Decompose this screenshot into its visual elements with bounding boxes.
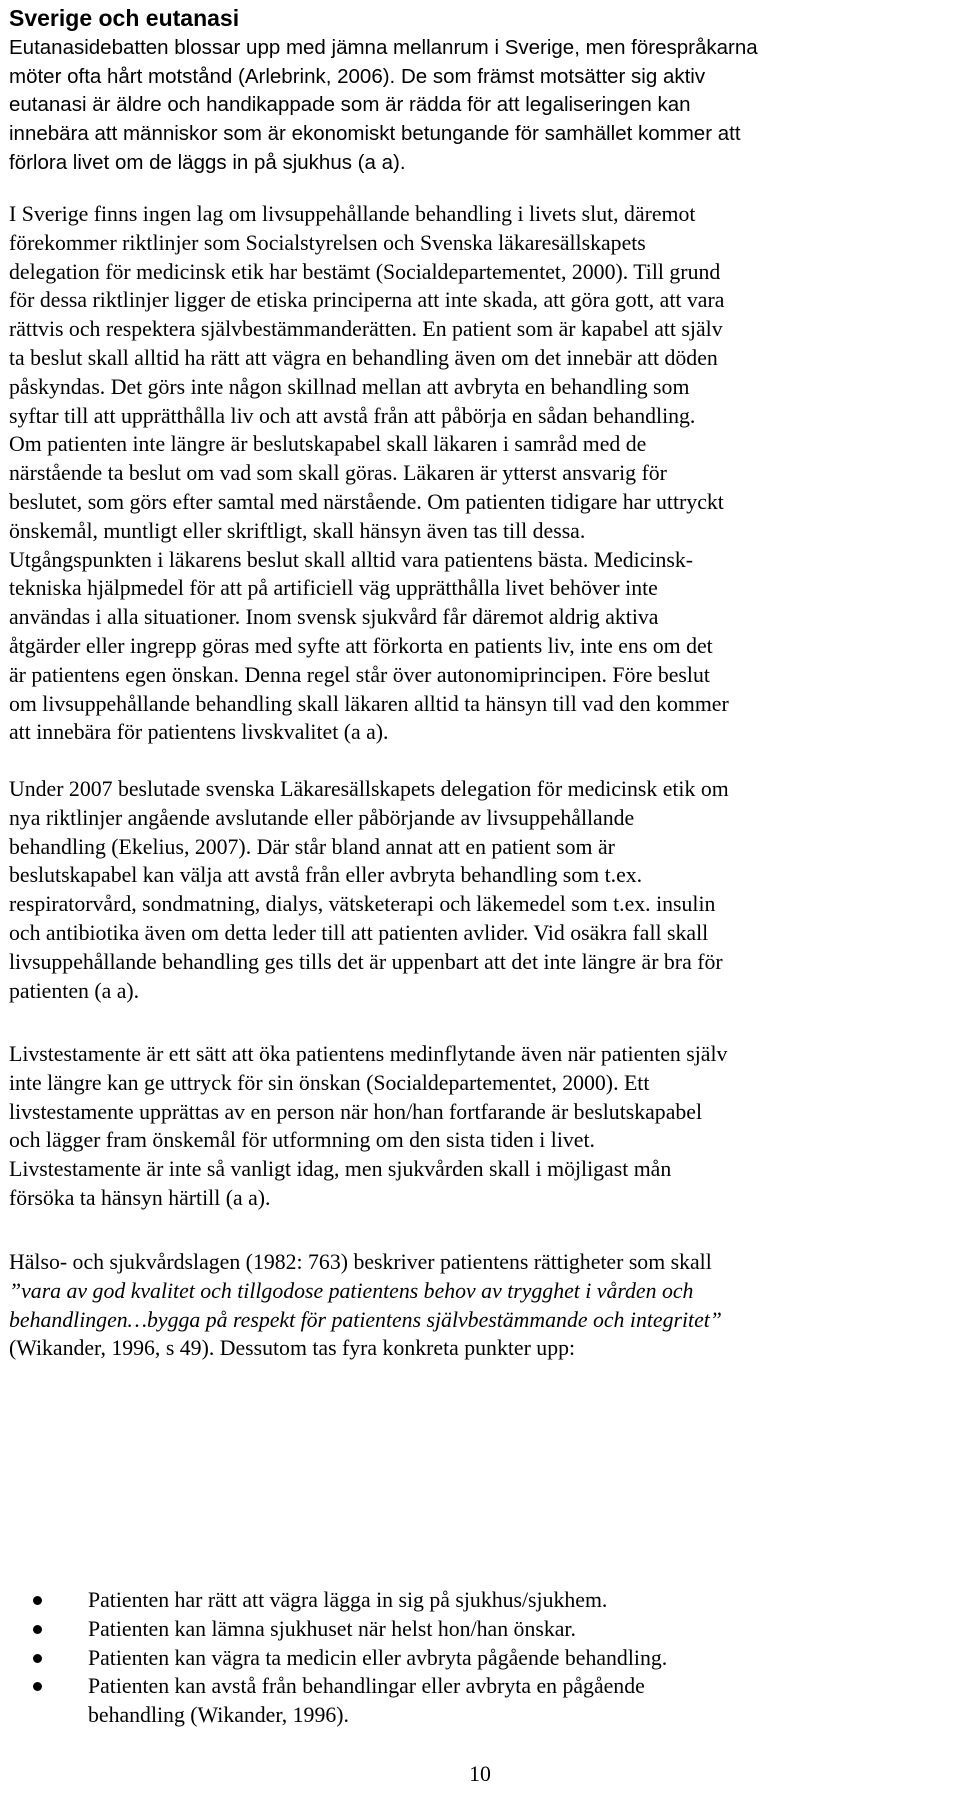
text-line: innebära att människor som är ekonomiskt betungande för samhället kommer att	[9, 122, 741, 146]
bullet-text: Patienten kan lämna sjukhuset när helst hon/han önskar.	[88, 1616, 576, 1641]
text-line: respiratorvård, sondmatning, dialys, vätsketerapi och läkemedel som t.ex. insulin	[9, 892, 716, 917]
text-line: åtgärder eller ingrepp göras med syfte att förkorta en patients liv, inte ens om det	[9, 633, 713, 658]
text-line: Hälso- och sjukvårdslagen (1982: 763) beskriver patientens rättigheter som skall	[9, 1250, 712, 1274]
text-line: möter ofta hårt motstånd (Arlebrink, 2006). De som främst motsätter sig aktiv	[9, 64, 706, 88]
text-line: livsuppehållande behandling ges tills det är uppenbart att det inte längre är bra för	[9, 949, 723, 974]
bullet-text: Patienten har rätt att vägra lägga in sig på sjukhus/sjukhem.	[88, 1588, 608, 1612]
bullet-text: Patienten kan avstå från behandlingar eller avbryta en pågående	[88, 1674, 645, 1699]
bullet-item	[9, 1644, 957, 1673]
text-line: Livstestamente är ett sätt att öka patientens medinflytande även när patienten själv	[9, 1042, 728, 1066]
bullet-text: Patienten kan vägra ta medicin eller avbryta pågående behandling.	[88, 1645, 668, 1670]
text-line: delegation för medicinsk etik har bestämt (Socialdepartementet, 2000). Till grund	[9, 259, 721, 284]
text-line: behandling (Ekelius, 2007). Där står bland annat att en patient som är	[9, 834, 615, 859]
text-line: beslutskapabel kan välja att avstå från eller avbryta behandling som t.ex.	[9, 863, 643, 888]
bullet-icon	[33, 1654, 42, 1663]
text-line: Eutanasidebatten blossar upp med jämna mellanrum i Sverige, men förespråkarna	[9, 36, 758, 59]
text-line: eutanasi är äldre och handikappade som är rädda för att legaliseringen kan	[9, 93, 691, 117]
text-line: Utgångspunkten i läkarens beslut skall alltid vara patientens bästa. Medicinsk-	[9, 547, 694, 572]
text-line: ta beslut skall alltid ha rätt att vägra en behandling även om det innebär att döden	[9, 345, 718, 370]
bullet-icon	[33, 1596, 42, 1605]
text-line: beslutet, som görs efter samtal med närstående. Om patienten tidigare har uttryckt	[9, 489, 724, 514]
text-line: syftar till att upprätthålla liv och att avstå från att påbörja en sådan behandling.	[9, 403, 696, 428]
living-will-paragraph	[9, 1040, 957, 1213]
bullet-text: behandling (Wikander, 1996).	[88, 1703, 349, 1728]
bullet-icon	[33, 1625, 42, 1634]
bullet-item	[9, 1586, 957, 1615]
text-line: inte längre kan ge uttryck för sin önskan (Socialdepartementet, 2000). Ett	[9, 1070, 650, 1095]
healthcare-law-paragraph	[9, 1248, 957, 1363]
text-line: om livsuppehållande behandling skall läkaren alltid ta hänsyn till vad den kommer	[9, 691, 729, 716]
text-line: närstående ta beslut om vad som skall göras. Läkaren är ytterst ansvarig för	[9, 461, 667, 486]
text-line: och antibiotika även om detta leder till att patienten avlider. Vid osäkra fall skall	[9, 920, 709, 945]
rights-bullet-list	[9, 1586, 957, 1730]
text-line: påskyndas. Det görs inte någon skillnad mellan att avbryta en behandling som	[9, 374, 690, 399]
quote-line: behandlingen…bygga på respekt för patientens självbestämmande och integritet”	[9, 1307, 722, 1332]
guidelines-paragraph	[9, 200, 957, 747]
text-line: Livstestamente är inte så vanligt idag, men sjukvården skall i möjligast mån	[9, 1157, 672, 1182]
2007-guidelines-paragraph	[9, 775, 957, 1005]
text-line: förlora livet om de läggs in på sjukhus (a a).	[9, 150, 406, 174]
page-number: 10	[469, 1762, 491, 1786]
text-line: användas i alla situationer. Inom svensk sjukvård får däremot aldrig aktiva	[9, 605, 659, 630]
text-line: att innebära för patientens livskvalitet (a a).	[9, 720, 389, 745]
text-line: nya riktlinjer angående avslutande eller påbörjande av livsuppehållande	[9, 805, 635, 830]
section-heading: Sverige och eutanasi	[9, 5, 240, 31]
bullet-item	[9, 1615, 957, 1644]
text-line: I Sverige finns ingen lag om livsuppehållande behandling i livets slut, däremot	[9, 202, 696, 226]
text-line: försöka ta hänsyn härtill (a a).	[9, 1185, 271, 1210]
quote-line: ”vara av god kvalitet och tillgodose patientens behov av trygghet i vården och	[9, 1278, 694, 1303]
text-line: för dessa riktlinjer ligger de etiska principerna att inte skada, att göra gott, att vara	[9, 288, 725, 313]
text-line: önskemål, muntligt eller skriftligt, skall hänsyn även tas till dessa.	[9, 518, 586, 543]
text-line: Om patienten inte längre är beslutskapabel skall läkaren i samråd med de	[9, 432, 647, 457]
text-line: rättvis och respektera självbestämmanderätten. En patient som är kapabel att själv	[9, 317, 723, 342]
bullet-icon	[33, 1682, 42, 1691]
bullet-item	[9, 1672, 957, 1730]
text-line: tekniska hjälpmedel för att på artificiell väg upprätthålla livet behöver inte	[9, 576, 658, 601]
intro-paragraph	[9, 34, 957, 178]
text-line: är patientens egen önskan. Denna regel står över autonomiprincipen. Före beslut	[9, 662, 710, 687]
text-line: patienten (a a).	[9, 978, 140, 1003]
text-line: förekommer riktlinjer som Socialstyrelsen och Svenska läkaresällskapets	[9, 230, 646, 255]
text-line: livstestamente upprättas av en person när hon/han fortfarande är beslutskapabel	[9, 1099, 703, 1124]
text-line: (Wikander, 1996, s 49). Dessutom tas fyra konkreta punkter upp:	[9, 1336, 576, 1361]
text-line: Under 2007 beslutade svenska Läkaresällskapets delegation för medicinsk etik om	[9, 777, 729, 801]
text-line: och lägger fram önskemål för utformning om den sista tiden i livet.	[9, 1128, 595, 1153]
